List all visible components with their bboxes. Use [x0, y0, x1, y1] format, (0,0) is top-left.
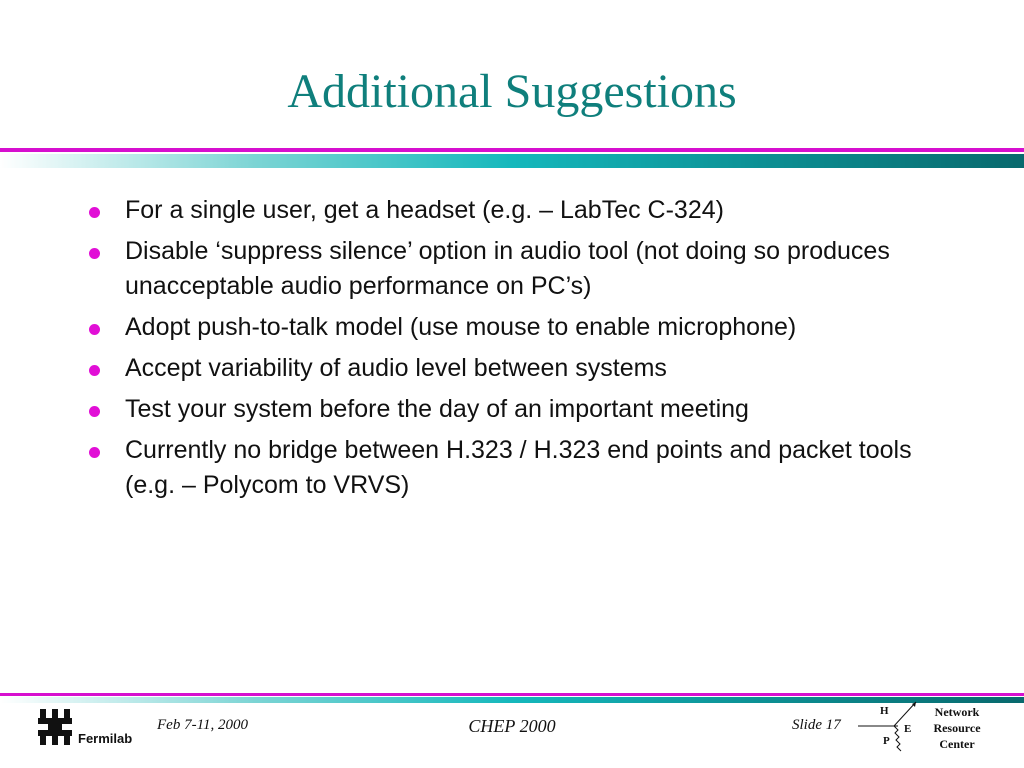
bullet-item: [85, 351, 965, 386]
top-magenta-rule: [0, 148, 1024, 152]
nrc-line-3: Center: [939, 737, 975, 751]
bullet-text: Currently no bridge between H.323 / H.323 end points and packet tools (e.g. – Polycom to VRVS): [125, 436, 912, 499]
hep-letter-h: H: [880, 705, 889, 717]
bullet-dot-icon: [89, 207, 100, 218]
bullet-dot-icon: [89, 365, 100, 376]
bullet-dot-icon: [89, 248, 100, 259]
bullet-dot-icon: [89, 324, 100, 335]
slide-title: Additional Suggestions: [287, 65, 737, 118]
bullet-text: Adopt push-to-talk model (use mouse to enable microphone): [125, 313, 797, 341]
bullet-text: Accept variability of audio level between systems: [125, 354, 667, 382]
nrc-line-2: Resource: [933, 721, 981, 735]
hep-diagram-icon: [858, 700, 926, 752]
bullet-dot-icon: [89, 406, 100, 417]
bullet-text: Test your system before the day of an important meeting: [125, 395, 749, 423]
footer-date: Feb 7-11, 2000: [157, 717, 248, 733]
bullet-item: [85, 433, 965, 503]
footer-slide-number: Slide 17: [792, 717, 841, 733]
bullet-list: [85, 193, 965, 509]
fermilab-logo-label: Fermilab: [78, 731, 133, 746]
bullet-text: For a single user, get a headset (e.g. – LabTec C-324): [125, 196, 724, 224]
hep-letter-p: P: [883, 735, 890, 747]
bottom-magenta-rule: [0, 693, 1024, 696]
bullet-item: [85, 234, 965, 304]
nrc-line-1: Network: [934, 705, 980, 719]
hep-letter-e: E: [904, 723, 912, 735]
network-resource-center: [922, 704, 992, 752]
bullet-text: Disable ‘suppress silence’ option in audio tool (not doing so produces unacceptable audio performance on PC’s): [125, 237, 890, 300]
footer-conference: CHEP 2000: [468, 716, 556, 736]
bullet-item: [85, 392, 965, 427]
top-gradient-rule: [0, 154, 1024, 168]
bullet-item: [85, 193, 965, 228]
bullet-dot-icon: [89, 447, 100, 458]
bullet-item: [85, 310, 965, 345]
